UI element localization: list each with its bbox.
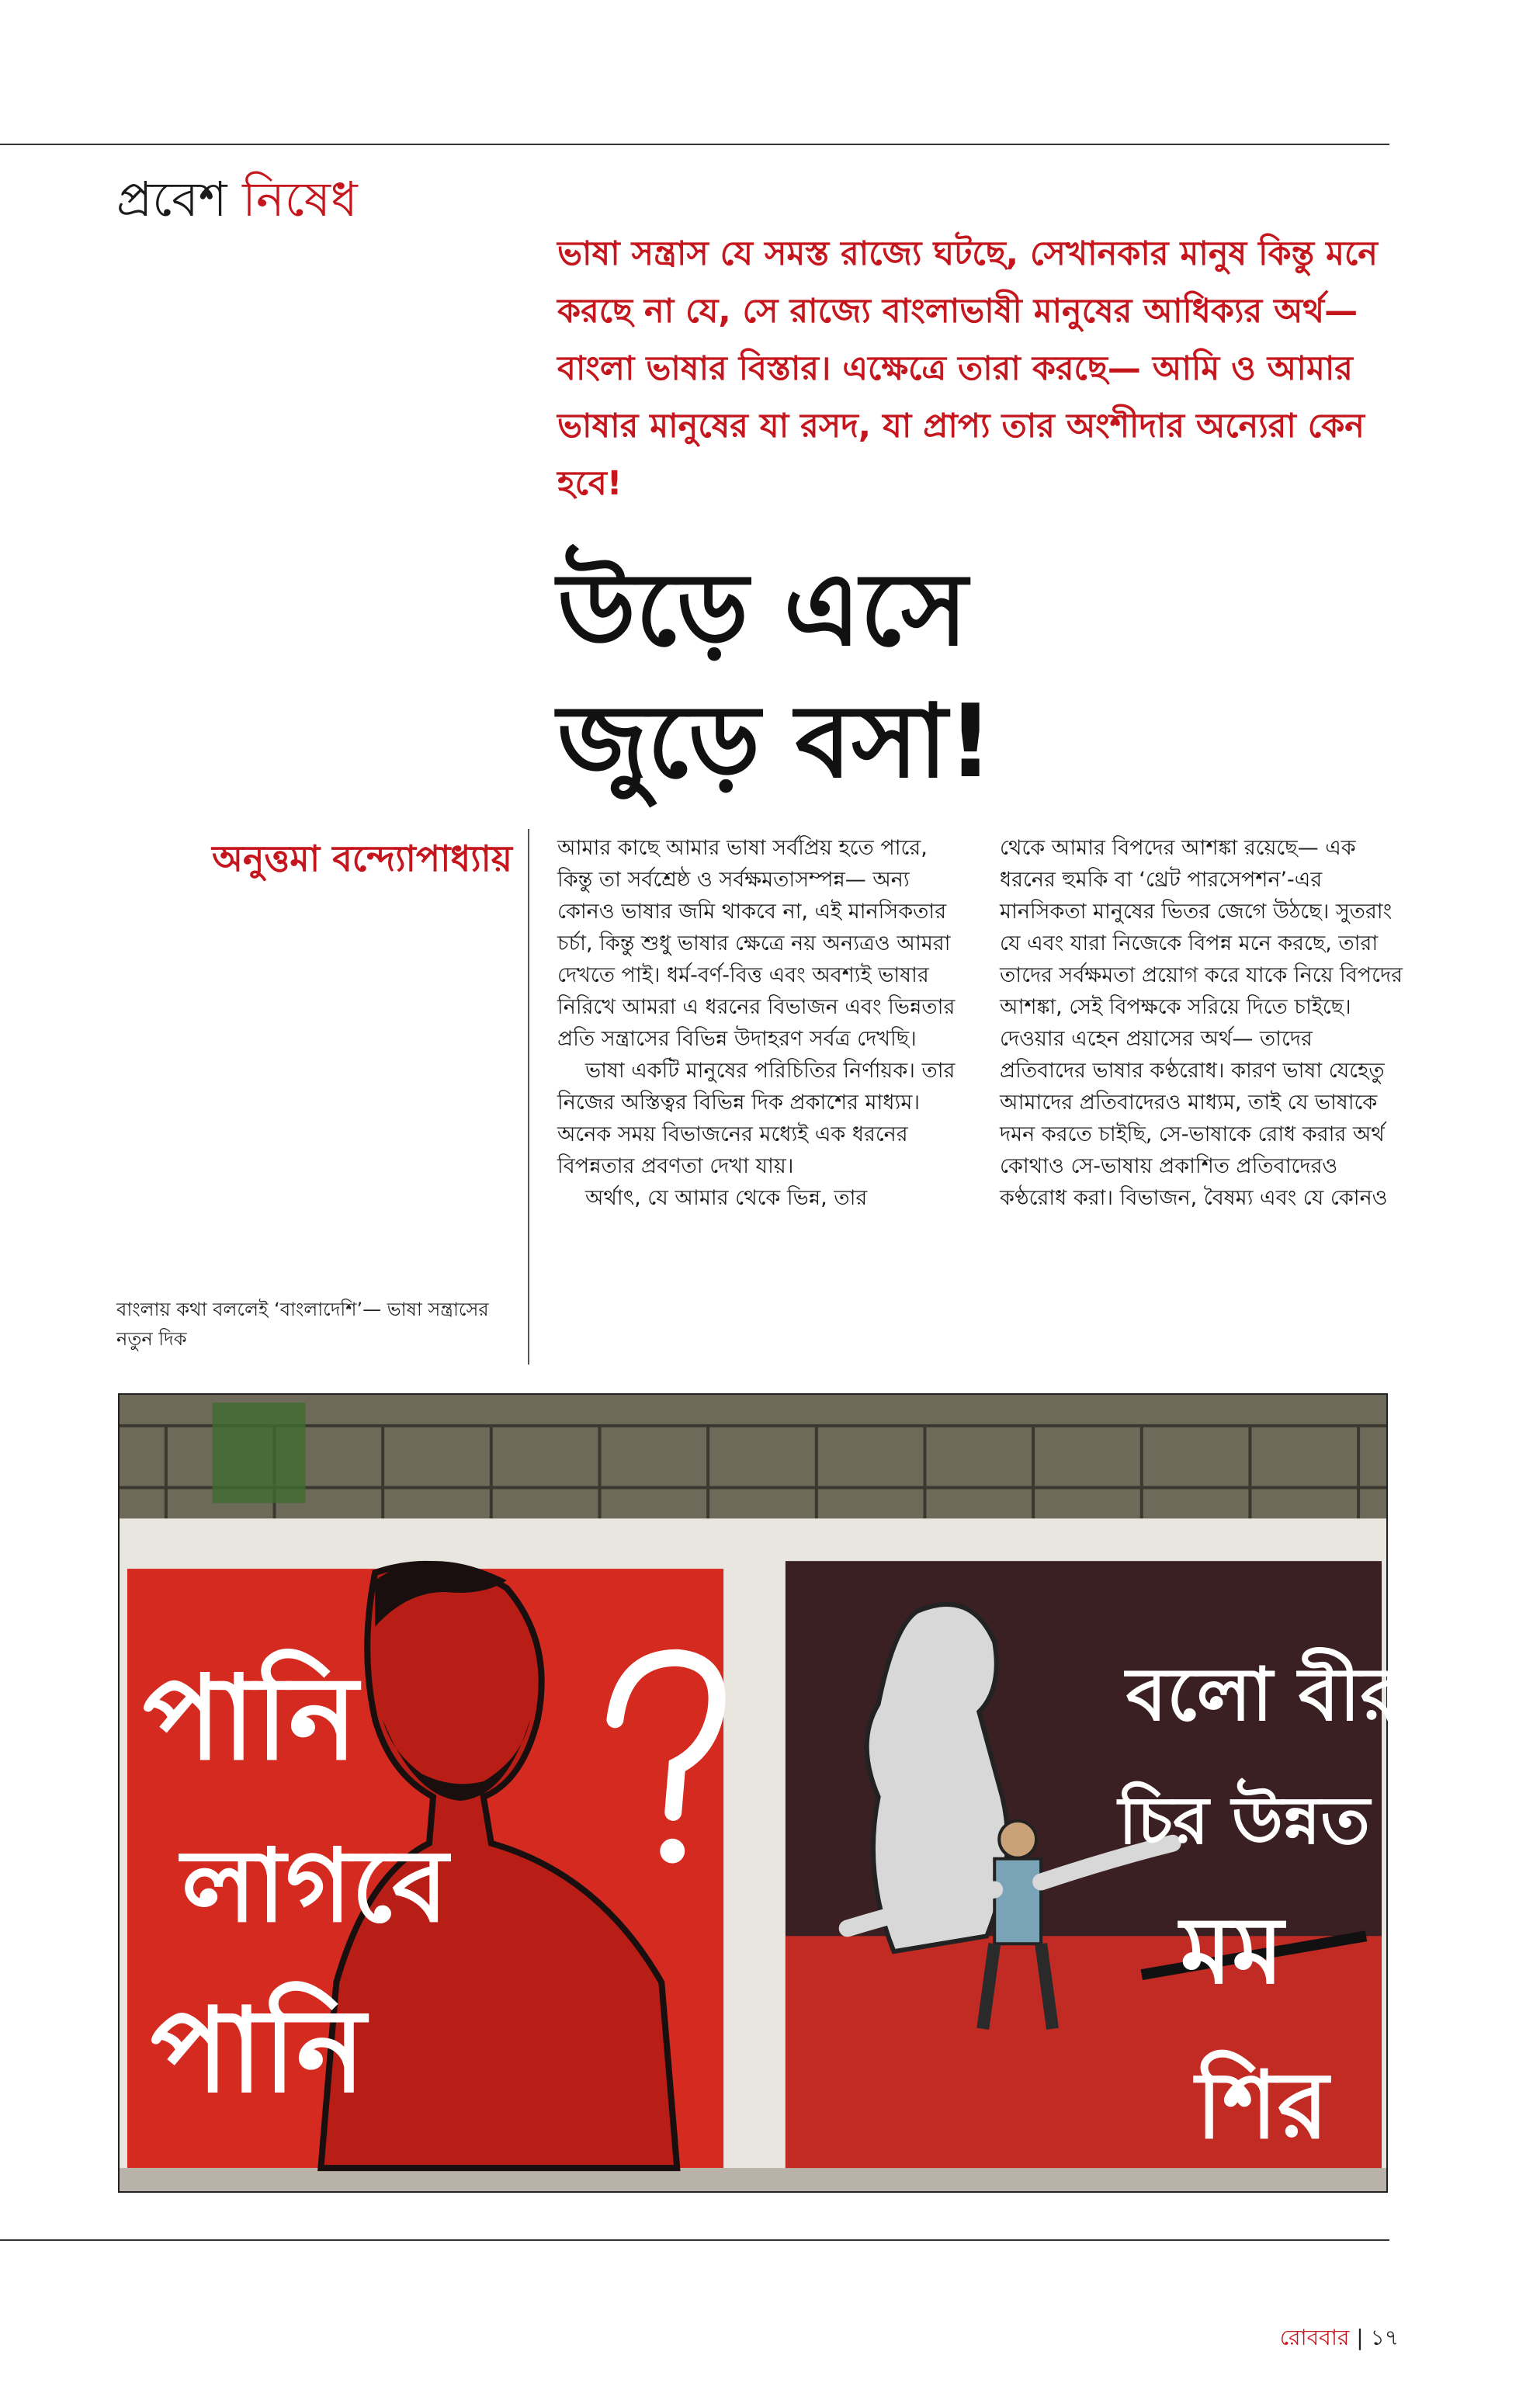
pull-quote: ভাষা সন্ত্রাস যে সমস্ত রাজ্যে ঘটছে, সেখানকার মানুষ কিন্তু মনে করছে না যে, সে রাজ্যে বাংলাভাষী মানুষের আধিক্যর অর্থ— বাংলা ভাষার বিস্তার। এক্ষেত্রে তারা করছে— আমি ও আমার ভাষার মানুষের যা রসদ, যা প্রাপ্য তার অংশীদার অন্যেরা কেন হবে!: [557, 234, 1378, 503]
mural-right-line3: মম: [1180, 1897, 1284, 2006]
headline-line2: জুড়ে বসা!: [557, 682, 994, 800]
top-rule: [0, 144, 1389, 145]
bottom-rule: [0, 2239, 1389, 2241]
author-byline: অনুত্তমা বন্দ্যোপাধ্যায়: [212, 838, 512, 879]
column-divider: [528, 829, 529, 1365]
section-title: [116, 163, 358, 243]
headline-line1: উড়ে এসে: [557, 550, 968, 668]
mural-right-line4: শির: [1195, 2051, 1329, 2160]
body-paragraph: ভাষা একটি মানুষের পরিচিতির নির্ণায়ক। তার নিজের অস্তিত্বর বিভিন্ন দিক প্রকাশের মাধ্যম। অনেক সময় বিভাজনের মধ্যেই এক ধরনের বিপন্নতার প্রবণতা দেখা যায়।: [557, 1059, 956, 1178]
mural-left-line2: লাগবে: [181, 1827, 449, 1945]
body-paragraph: আমার কাছে আমার ভাষা সর্বপ্রিয় হতে পারে, কিন্তু তা সর্বশ্রেষ্ঠ ও সর্বক্ষমতাসম্পন্ন— অন্য কোনও ভাষার জমি থাকবে না, এই মানসিকতার চর্চা, কিন্তু শুধু ভাষার ক্ষেত্রে নয় অন্যত্রও আমরা দেখতে পাই। ধর্ম-বর্ণ-বিত্ত এবং অবশ্যই ভাষার নিরিখে আমরা এ ধরনের বিভাজন এবং ভিন্নতার প্রতি সন্ত্রাসের বিভিন্ন উদাহরণ সর্বত্র দেখছি।: [557, 836, 956, 1051]
body-paragraph: থেকে আমার বিপদের আশঙ্কা রয়েছে— এক ধরনের হুমকি বা ‘থ্রেট পারসেপশন’-এর মানসিকতা মানুষের ভিতর জেগে উঠছে। সুতরাং যে এবং যারা নিজেকে বিপন্ন মনে করছে, তারা তাদের সর্বক্ষমতা প্রয়োগ করে যাকে নিয়ে বিপদের আশঙ্কা, সেই বিপক্ষকে সরিয়ে দিতে চাইছে। দেওয়ার এহেন প্রয়াসের অর্থ— তাদের প্রতিবাদের ভাষার কণ্ঠরোধ। কারণ ভাষা যেহেতু আমাদের প্রতিবাদেরও মাধ্যম, তাই যে ভাষাকে দমন করতে চাইছি, সে-ভাষাকে রোধ করার অর্থ কোথাও সে-ভাষায় প্রকাশিত প্রতিবাদেরও কণ্ঠরোধ করা। বিভাজন, বৈষম্য এবং যে কোনও: [1000, 836, 1403, 1210]
page-folio: [1280, 2321, 1399, 2357]
mural-right-line1: বলো বীর,: [1126, 1652, 1429, 1738]
folio-separator: |: [1356, 2325, 1364, 2350]
publication-name: রোববার: [1279, 2325, 1350, 2350]
section-title-part2: নিষেধ: [242, 171, 358, 227]
mural-left-line3: পানি: [150, 1983, 366, 2119]
page-number: ১৭: [1370, 2325, 1399, 2350]
headline: [557, 543, 1334, 807]
body-column-2: [1000, 832, 1403, 1214]
body-paragraph: অর্থাৎ, যে আমার থেকে ভিন্ন, তার: [585, 1186, 868, 1210]
mural-right-line2: চির উন্নত: [1118, 1781, 1371, 1859]
section-title-part1: প্রবেশ: [116, 171, 227, 227]
mural-illustration: [120, 1395, 1429, 2191]
body-column-1: [557, 832, 961, 1214]
mural-left-line1: পানি: [142, 1651, 359, 1787]
mural-photo: [118, 1393, 1429, 2193]
photo-caption: বাংলায় কথা বললেই ‘বাংলাদেশি’— ভাষা সন্ত্রাসের নতুন দিক: [116, 1299, 489, 1350]
